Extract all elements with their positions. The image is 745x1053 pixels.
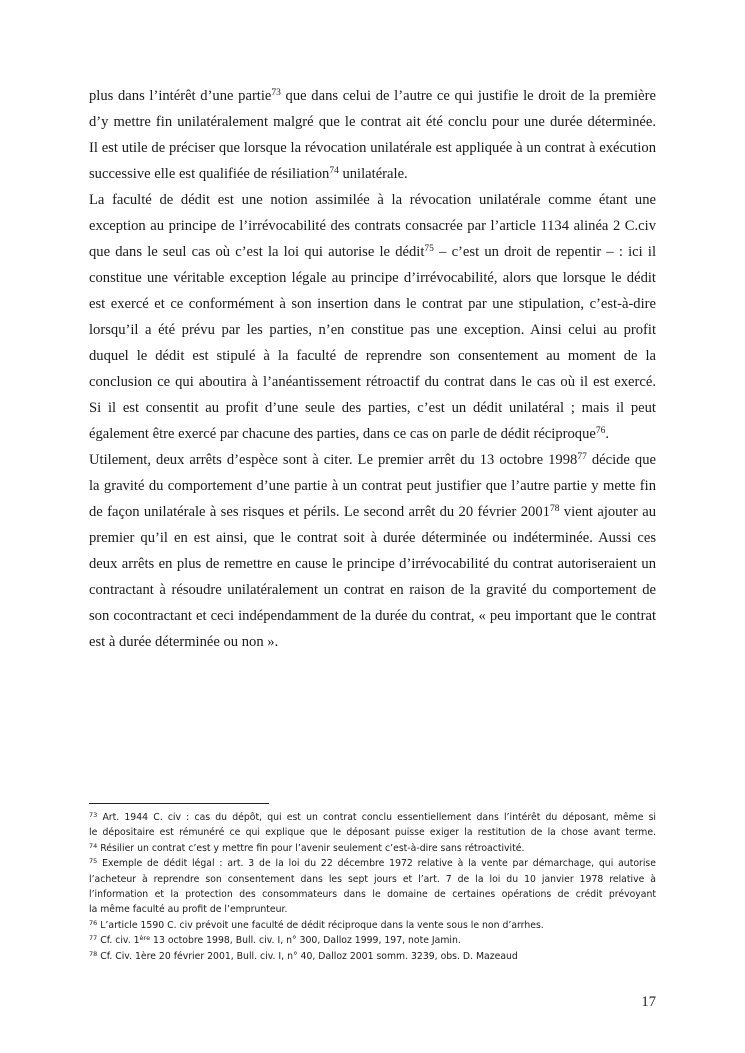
- text-line: lorsqu’il a été prévu par les parties, n’en constitue pas une exception. Ainsi celui au profit: [89, 322, 656, 338]
- text-line: contractant à résoudre unilatéralement un contrat en raison de la gravité du comportement de: [89, 582, 656, 598]
- text-line: Il est utile de préciser que lorsque la révocation unilatérale est appliquée à un contrat à exécution: [89, 140, 656, 156]
- footnote-line: l’acheteur à reprendre son consentement dans les sept jours et l’art. 7 de la loi du 10 janvier 1978 relative à: [89, 873, 656, 885]
- footnote-number: 73: [89, 811, 98, 819]
- footnote-line: l’information et la protection des consommateurs dans le domaine de certaines opérations de crédit prévoyant: [89, 888, 656, 900]
- footnote-line: le dépositaire est rémunéré ce qui explique que le déposant puisse exiger la restitution de la chose avant terme.: [89, 827, 656, 839]
- footnote-line: la même faculté au profit de l’emprunteur.: [89, 904, 288, 916]
- footnote-line: $^{76}$ L’article 1590 C. civ prévoit une faculté de dédit réciproque dans la vente sous le non d’arrhes.: [89, 918, 544, 931]
- text-line: exception au principe de l’irrévocabilité des contrats consacrée par l’article 1134 alinéa 2 C.civ: [89, 218, 656, 234]
- text-line: conclusion ce qui aboutira à l’anéantissement rétroactif du contrat dans le cas où il est exercé.: [89, 374, 656, 390]
- text-line: constitue une véritable exception légale au principe d’irrévocabilité, alors que lorsque le dédit: [89, 270, 656, 286]
- text-line: que dans le seul cas où c’est la loi qui autorise le dédit$^{75}$ – c’est un droit de repentir – : ici il: [89, 244, 656, 260]
- text-line: la gravité du comportement d’une partie à un contrat peut justifier que l’autre partie y mette fin: [89, 478, 656, 494]
- footnote-number: 75: [89, 857, 98, 866]
- body-text: [89, 83, 656, 655]
- footnote-ref[interactable]: 74: [329, 166, 339, 176]
- text-line: premier qu’il en est ainsi, que le contrat soit à durée déterminée ou indéterminée. Aussi ces: [89, 530, 656, 546]
- text-line: duquel le dédit est stipulé à la faculté de reprendre son consentement au moment de la: [89, 348, 656, 364]
- text-line: plus dans l’intérêt d’une partie$^{73}$ que dans celui de l’autre ce qui justifie le droit de la première: [89, 88, 656, 104]
- text-line: deux arrêts en plus de remettre en cause le principe d’irrévocabilité du contrat autoriseraient un: [89, 556, 656, 572]
- footnote-ref[interactable]: 75: [424, 244, 434, 254]
- footnote-separator: [89, 803, 269, 804]
- text-line: est exercé et ce conformément à son insertion dans le contrat par une stipulation, c’est-à-dire: [89, 296, 656, 312]
- text-line: Utilement, deux arrêts d’espèce sont à citer. Le premier arrêt du 13 octobre 1998$^{77}$ décide que: [89, 452, 657, 468]
- text-line: est à durée déterminée ou non ».: [89, 634, 279, 650]
- footnote-ref[interactable]: 76: [595, 426, 606, 436]
- text-line: de façon unilatérale à ses risques et périls. Le second arrêt du 20 février 2001$^{78}$ vient ajouter au: [89, 504, 656, 520]
- footnotes: [89, 810, 656, 964]
- footnote-line: $^{77}$ Cf. civ. 1ère 13 octobre 1998, Bull. civ. I, n° 300, Dalloz 1999, 197, note Jamin.: [89, 934, 461, 947]
- footnote-line: $^{75}$ Exemple de dédit légal : art. 3 de la loi du 22 décembre 1972 relative à la vente par démarchage, qui autorise: [89, 857, 656, 870]
- text-line: d’y mettre fin unilatéralement malgré que le contrat ait été conclu pour une durée déterminée.: [89, 114, 656, 130]
- footnote-line: $^{73}$ Art. 1944 C. civ : cas du dépôt, qui est un contrat conclu essentiellement dans l’intérêt du déposant, même si: [89, 811, 656, 823]
- footnote-number: 78: [89, 949, 98, 958]
- footnote-ref[interactable]: 73: [271, 88, 281, 98]
- text-line: successive elle est qualifiée de résiliation$^{74}$ unilatérale.: [89, 166, 408, 182]
- footnote-line: $^{74}$ Résilier un contrat c’est y mettre fin pour l’avenir seulement c’est-à-dire sans rétroactivité.: [89, 841, 525, 854]
- text-line: également être exercé par chacune des parties, dans ce cas on parle de dédit réciproque$^{76}$.: [89, 426, 610, 442]
- footnote-number: 77: [89, 934, 98, 943]
- footnote-ref[interactable]: 78: [549, 504, 560, 514]
- footnote-number: 74: [89, 841, 98, 850]
- footnote-number: 76: [89, 918, 98, 927]
- footnote-line: $^{78}$ Cf. Civ. 1ère 20 février 2001, Bull. civ. I, n° 40, Dalloz 2001 somm. 3239, obs. D. Mazeaud: [89, 949, 518, 962]
- footnote-ref[interactable]: 77: [577, 452, 587, 462]
- text-line: son cocontractant et ceci indépendamment de la durée du contrat, « peu important que le contrat: [89, 608, 656, 624]
- text-line: La faculté de dédit est une notion assimilée à la révocation unilatérale comme étant une: [89, 192, 656, 208]
- page-number: 17: [641, 994, 656, 1010]
- text-line: Si il est consentit au profit d’une seule des parties, c’est un dédit unilatéral ; mais il peut: [89, 400, 656, 416]
